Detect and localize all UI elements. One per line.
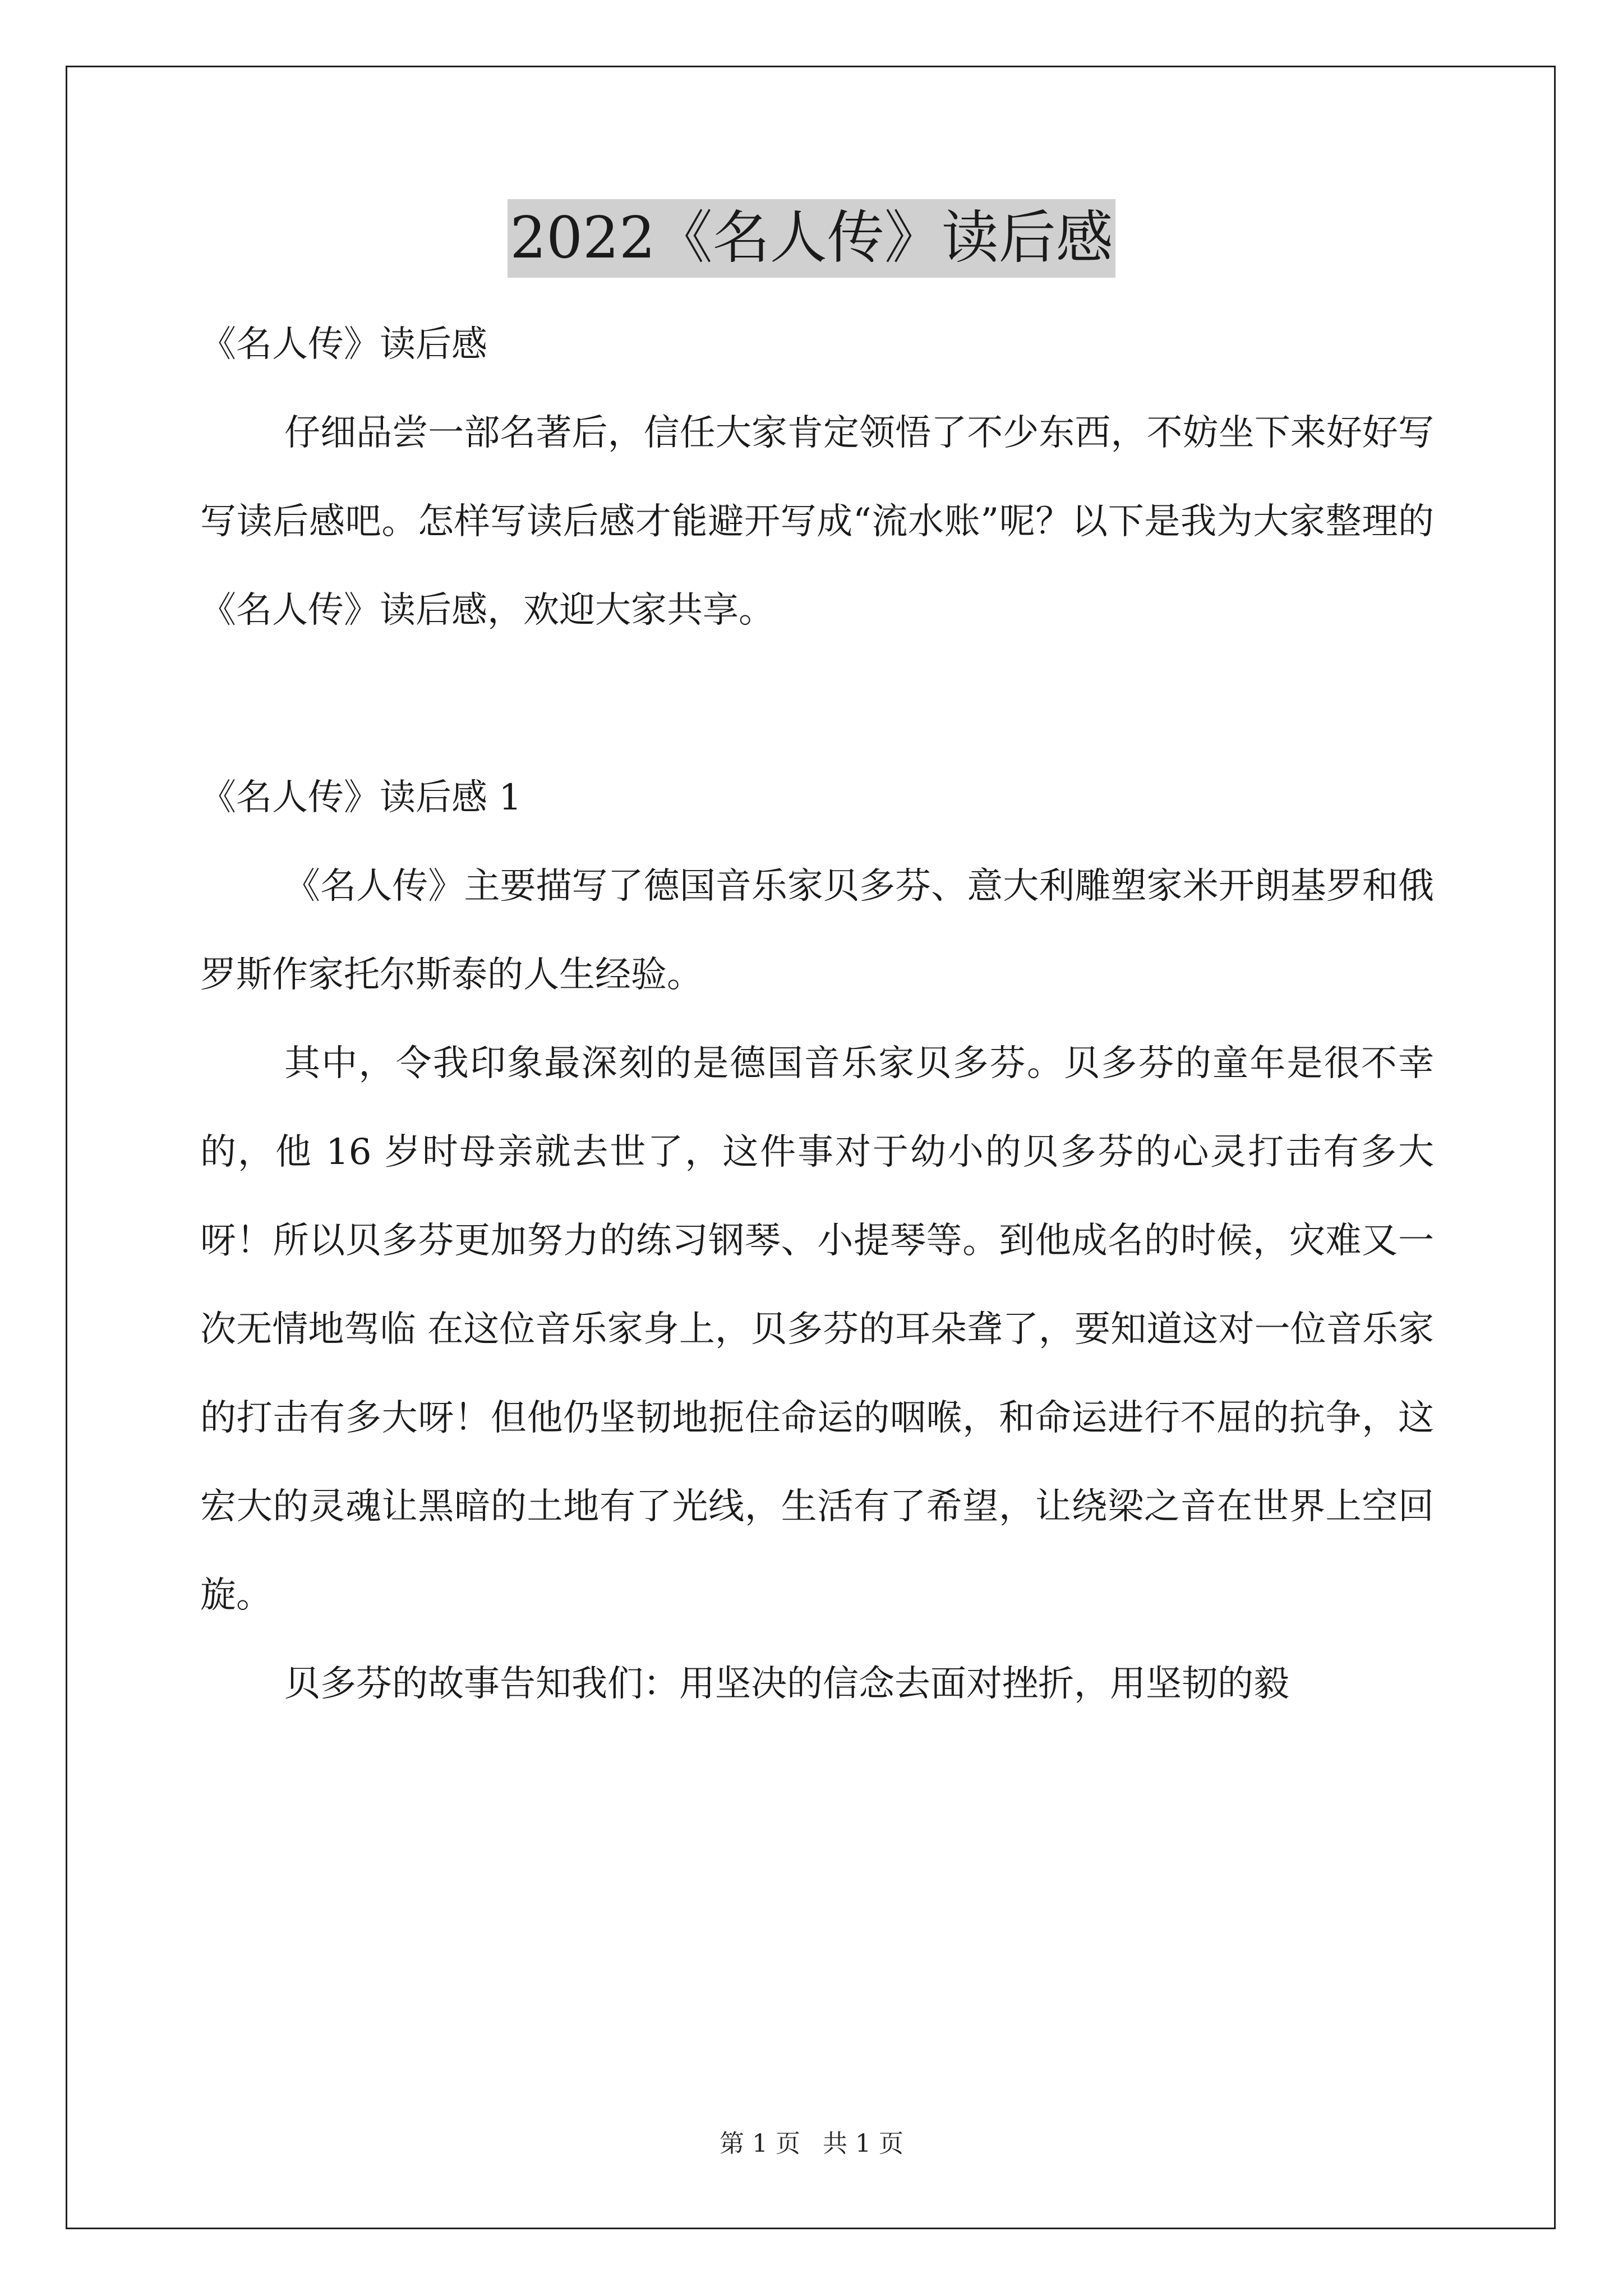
intro-paragraph: 仔细品尝一部名著后，信任大家肯定领悟了不少东西，不妨坐下来好好写写读后感吧。怎样写读后感才能避开写成“流水账”呢？以下是我为大家整理的《名人传》读后感，欢迎大家共享。: [200, 412, 1434, 631]
body-paragraph: 《名人传》主要描写了德国音乐家贝多芬、意大利雕塑家米开朗基罗和俄罗斯作家托尔斯泰的人生经验。: [200, 866, 1434, 996]
section-heading: 《名人传》读后感 1: [200, 777, 522, 818]
page-number: 第 1 页: [720, 2129, 800, 2158]
body-paragraph: 其中，令我印象最深刻的是德国音乐家贝多芬。贝多芬的童年是很不幸的，他 16 岁时母亲就去世了，这件事对于幼小的贝多芬的心灵打击有多大呀！所以贝多芬更加努力的练习钢琴、小提琴等。到他成名的时候，灾难又一次无情地驾临 在这位音乐家身上，贝多芬的耳朵聋了，要知道这对一位音乐家的打击有多大呀！但他仍坚韧地扼住命运的咽喉，和命运进行不屈的抗争，这宏大的灵魂让黑暗的土地有了光线，生活有了希望，让绕梁之音在世界上空回旋。: [200, 1043, 1434, 1616]
section-spacer: [200, 655, 1434, 753]
page-total: 共 1 页: [823, 2129, 903, 2158]
body-paragraph: 贝多芬的故事告知我们：用坚决的信念去面对挫折，用坚韧的毅: [284, 1663, 1289, 1705]
document-body: [200, 300, 1434, 1728]
document-title: 2022《名人传》读后感: [508, 199, 1115, 278]
page-footer: [0, 2127, 1623, 2161]
title-container: [0, 199, 1623, 278]
document-subtitle: 《名人传》读后感: [200, 324, 487, 365]
